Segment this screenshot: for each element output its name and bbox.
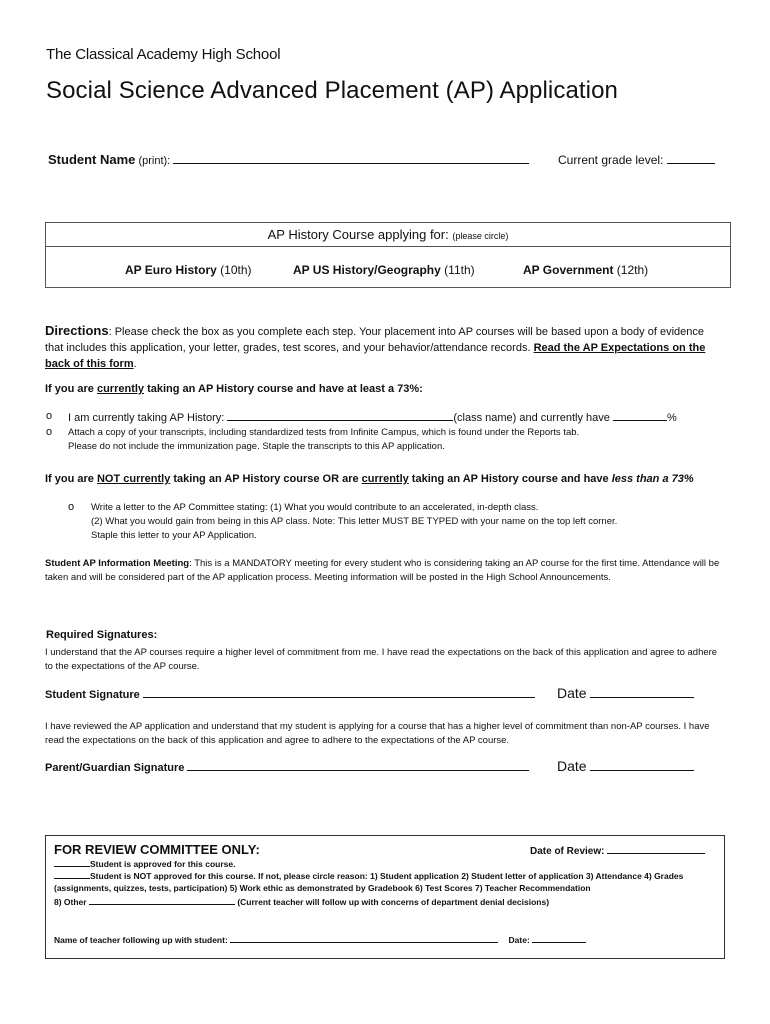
heading-underlined: currently — [96, 383, 145, 395]
course-option-grade: (12th) — [613, 263, 649, 277]
meeting-label: Student AP Information Meeting — [45, 558, 190, 569]
title-strong: Social Science — [46, 77, 205, 104]
other-field[interactable] — [89, 896, 235, 905]
review-committee-box — [45, 835, 725, 959]
heading-underlined: currently — [361, 473, 409, 485]
student-name-paren: (print): — [135, 155, 174, 167]
date-label: Date — [557, 758, 591, 774]
parent-date-group — [557, 758, 694, 774]
bullet-mark: o — [46, 410, 53, 422]
student-name-field[interactable] — [173, 153, 529, 164]
letter-line: (2) What you would gain from being in this AP class. Note: This letter MUST BE TYPED with your name on the top left corner. — [91, 516, 618, 527]
heading-italic: less than a 73% — [611, 473, 694, 485]
percent-sign: % — [666, 412, 677, 424]
school-name: The Classical Academy High School — [46, 46, 281, 63]
course-option-euro[interactable] — [125, 263, 252, 277]
current-course-text: (class name) and currently have — [453, 412, 613, 424]
teacher-followup-line — [54, 934, 718, 946]
directions-text: : Please check the box as you complete each step. Your placement into AP courses will be based upon a body of evidence that includes this application, your letter, grades, test scores, and your behavior/attendance records. — [45, 326, 704, 354]
not-approved-field[interactable] — [54, 870, 90, 879]
date-label: Date — [557, 685, 591, 701]
grade-level-label: Current grade level: — [558, 153, 667, 167]
student-name-label: Student Name — [48, 152, 136, 167]
class-name-field[interactable] — [227, 410, 453, 421]
teacher-name-field[interactable] — [230, 934, 498, 943]
grade-level-group — [558, 152, 715, 167]
review-date-label: Date of Review: — [530, 846, 608, 857]
transcript-instructions — [68, 426, 728, 454]
course-box-heading: AP History Course applying for: — [267, 227, 449, 242]
letter-instructions — [91, 501, 731, 543]
other-label: 8) Other — [54, 897, 89, 907]
heading-part: If you are — [45, 473, 97, 485]
heading-part: taking an AP History course OR are — [170, 473, 362, 485]
heading-part: taking an AP History course and have at least a 73%: — [144, 383, 423, 395]
student-signature-field[interactable] — [143, 687, 535, 698]
student-signature-label: Student Signature — [45, 689, 143, 701]
course-option-government[interactable] — [523, 263, 648, 277]
transcript-line: Attach a copy of your transcripts, including standardized tests from Infinite Campus, which is found under the Reports tab. — [68, 427, 580, 438]
title-rest: Advanced Placement (AP) Application — [204, 77, 618, 104]
letter-line: Staple this letter to your AP Application. — [91, 530, 257, 541]
other-note: (Current teacher will follow up with concerns of department denial decisions) — [234, 897, 550, 907]
course-option-grade: (10th) — [216, 263, 252, 277]
followup-date-field[interactable] — [532, 934, 586, 943]
course-box-note: (please circle) — [452, 231, 509, 241]
not-current-heading — [45, 471, 725, 487]
current-grade-percent-field[interactable] — [613, 410, 667, 421]
followup-date-label: Date: — [508, 935, 533, 945]
student-info-row — [48, 152, 728, 167]
bullet-mark: o — [68, 501, 75, 513]
heading-part: taking an AP History course and have — [408, 473, 612, 485]
student-date-group — [557, 685, 694, 701]
parent-signature-field[interactable] — [187, 760, 529, 771]
course-option-us-history[interactable] — [293, 263, 475, 277]
course-option-name: AP Euro History — [125, 263, 217, 277]
course-option-name: AP Government — [523, 263, 614, 277]
student-signature-row — [45, 687, 725, 701]
student-agreement-text: I understand that the AP courses require a higher level of commitment from me. I have read the expectations on the back of this application and agree to adhere to the expectations of the AP course. — [45, 647, 718, 672]
expectations-link: Read the AP Expectations on the back of this form — [45, 342, 706, 370]
course-box-header — [46, 223, 730, 247]
review-title: FOR REVIEW COMMITTEE ONLY: — [54, 842, 260, 857]
transcript-line: Please do not include the immunization page. Staple the transcripts to this AP application. — [68, 441, 445, 452]
approved-field[interactable] — [54, 858, 90, 867]
current-course-line — [68, 410, 728, 426]
heading-underlined: NOT currently — [96, 473, 171, 485]
not-approved-line — [54, 870, 718, 894]
approved-text: Student is approved for this course. — [90, 859, 236, 869]
review-date-group — [530, 845, 705, 857]
course-option-grade: (11th) — [440, 263, 475, 277]
current-course-text: I am currently taking AP History: — [68, 412, 228, 424]
course-option-name: AP US History/Geography — [293, 263, 441, 277]
parent-signature-row — [45, 760, 725, 774]
course-selection-box — [45, 222, 731, 288]
parent-date-field[interactable] — [590, 760, 694, 771]
heading-part: If you are — [45, 383, 97, 395]
approved-line — [54, 858, 718, 870]
review-date-field[interactable] — [607, 845, 705, 854]
parent-signature-label: Parent/Guardian Signature — [45, 762, 188, 774]
meeting-paragraph — [45, 557, 725, 585]
letter-line: Write a letter to the AP Committee stating: (1) What you would contribute to an accelerated, in-depth class. — [91, 502, 539, 513]
teacher-label: Name of teacher following up with student: — [54, 935, 231, 945]
bullet-mark: o — [46, 426, 53, 438]
directions-paragraph — [45, 323, 725, 372]
not-approved-text: Student is NOT approved for this course. If not, please circle reason: 1) Student application 2) Student letter of application 3) Attendance 4) Grades (assignments, quizzes, tests, participation) 5) Work ethic as demonstrated by Gradebook 6) Test Scores 7) Teacher Recommendation — [54, 871, 684, 893]
page-title — [46, 77, 618, 105]
signatures-heading: Required Signatures: — [46, 629, 158, 641]
student-date-field[interactable] — [590, 687, 694, 698]
parent-agreement-text: I have reviewed the AP application and understand that my student is applying for a course that has a higher level of commitment than non-AP courses. I have read the expectations on the back of this application and agree to adhere to the expectations of the AP course. — [45, 721, 710, 746]
grade-level-field[interactable] — [667, 153, 715, 164]
meeting-text: : This is a MANDATORY meeting for every student who is considering taking an AP course for the first time. Attendance will be taken and will be considered part of the AP application process. Meeting information will be posted in the High School Announcements. — [45, 558, 720, 583]
directions-end: . — [133, 358, 137, 370]
current-course-heading — [45, 381, 725, 397]
directions-label: Directions — [45, 323, 109, 338]
other-line — [54, 896, 718, 908]
